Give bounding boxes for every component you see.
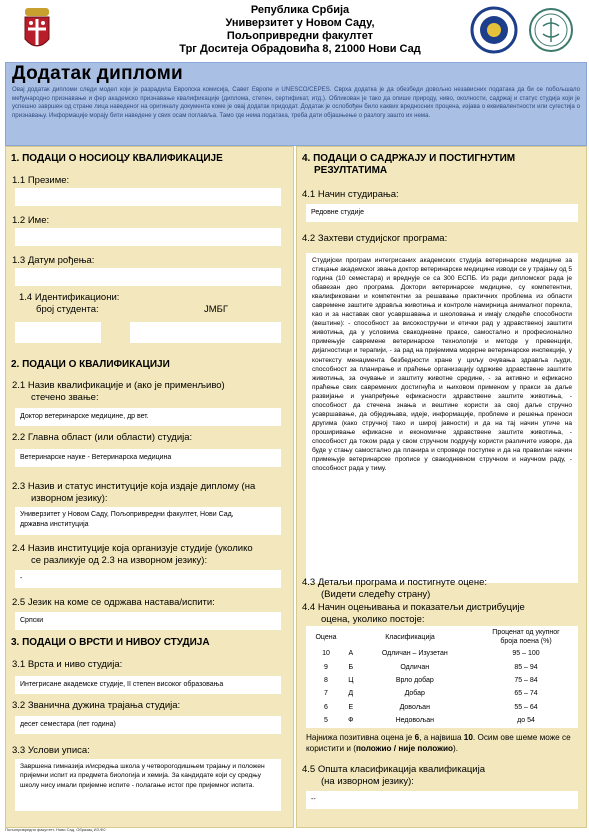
study-mode-label: 4.1 Начин студирања:	[302, 189, 399, 200]
classification-column-header: Класификација	[385, 633, 435, 641]
grading-label: 4.4 Начин оцењивања и показатељи дистрибуције	[302, 602, 525, 613]
grade-classification: Одличан – Изузетан	[381, 650, 448, 658]
grade-value: 9	[324, 663, 328, 671]
grade-row	[306, 661, 578, 674]
intro-paragraph: Овај додатак дипломи следи модел који је разрадила Европска комисија, Савет Европе и UNESCO/CEPES. Сврха додатка је да обезбеди довољно независних података да би се побољшало међународно признавање и фер академско признавање квалификације (диплома, степен, сертификат, итд.). Обликован је тако да опише природу, ниво, околности, садржај и статус студија који је успешно завршен од стране лица наведеног на оригиналу документа коме је овај додатак придодат. Додатак је ослобођен било каквих вредносних процена, изјава о еквивалентности или сугестија о признавању. Информације морају бити наведене у свих осам поглавља. Тамо где нема података, треба дати објашњење о разлогу зашто их нема.	[12, 86, 580, 119]
issuing-institution-value	[15, 507, 281, 535]
organizing-institution-value: -	[15, 570, 281, 588]
issuing-institution-label: 2.3 Назив и статус институције која издаје диплому (на	[12, 481, 256, 492]
overall-classification-label: 4.5 Општа класификација квалификација	[302, 764, 486, 775]
overall-classification-label-2: (на изворном језику):	[321, 776, 414, 787]
grade-classification: Добар	[404, 690, 425, 698]
section-2-heading: 2. ПОДАЦИ О КВАЛИФИКАЦИЈИ	[11, 359, 170, 370]
grade-letter: Ф	[348, 717, 354, 725]
identification-label: 1.4 Идентификациони:	[19, 292, 120, 303]
birthdate-field[interactable]	[15, 268, 281, 286]
grade-value: 5	[324, 717, 328, 725]
heading-country: Република Србија	[250, 4, 350, 16]
program-details-label: 4.3 Детаљи програма и постигнуте оцене:	[302, 577, 488, 588]
grade-percentage: 75 – 84	[514, 677, 538, 685]
issuing-institution-line-1: Универзитет у Новом Саду, Пољопривредни факултет, Нови Сад,	[20, 511, 234, 518]
section-3-heading: 3. ПОДАЦИ О ВРСТИ И НИВОУ СТУДИЈА	[11, 637, 210, 648]
note-part-3: . Осим ове шеме може се користити и (	[306, 733, 571, 753]
name-label: 1.2 Име:	[12, 215, 50, 226]
overall-classification-value: --	[306, 791, 578, 809]
study-type-value: Интегрисане академске студије, II степен високог образовања	[15, 676, 281, 694]
qualification-name-label: 2.1 Назив квалификације и (ако је применљиво)	[12, 380, 225, 391]
grade-percentage: до 54	[517, 717, 535, 725]
grade-value: 6	[324, 703, 328, 711]
program-requirements-label: 4.2 Захтеви студијског програма:	[302, 233, 448, 244]
grade-value: 8	[324, 677, 328, 685]
study-duration-label: 3.2 Званична дужина трајања студија:	[12, 700, 181, 711]
grade-letter: Ц	[348, 677, 354, 685]
heading-faculty: Пољопривредни факултет	[226, 30, 374, 42]
percentage-header-line-1: Проценат од укупног	[492, 629, 560, 636]
note-part-2: , а највиша	[419, 733, 464, 742]
grade-percentage: 95 – 100	[512, 650, 540, 658]
grade-percentage: 85 – 94	[514, 663, 538, 671]
admission-label: 3.3 Услови уписа:	[12, 745, 90, 756]
grade-row	[306, 675, 578, 688]
student-number-label: број студента:	[36, 304, 99, 315]
issuing-institution-label-2: изворном језику):	[31, 493, 108, 504]
note-pass-fail: положио / није положио	[355, 744, 453, 753]
grade-row	[306, 715, 578, 728]
institution-heading	[150, 4, 450, 56]
surname-label: 1.1 Презиме:	[12, 175, 70, 186]
grade-column-header: Оцена	[315, 633, 337, 641]
grade-percentage: 55 – 64	[514, 703, 538, 711]
study-type-label: 3.1 Врста и ниво студија:	[12, 659, 123, 670]
grade-letter: Б	[348, 663, 354, 671]
language-value: Српски	[15, 612, 281, 630]
grade-letter: Д	[348, 690, 354, 698]
main-field-label: 2.2 Главна област (или области) студија:	[12, 432, 193, 443]
grade-classification: Недовољан	[395, 717, 434, 725]
serbia-coat-of-arms-icon	[22, 5, 52, 55]
section-4-heading: 4. ПОДАЦИ О САДРЖАЈУ И ПОСТИГНУТИМ	[302, 153, 516, 164]
name-field[interactable]	[15, 228, 281, 246]
qualification-title-label: стечено звање:	[31, 392, 99, 403]
program-requirements-value: Студијски програм интегрисаних академских студија ветеринарске медицине за стицање академског звања доктор ветеринарске медицине изводи се у трајању од 5 година (10 семестара) и вреднује се са 300 ЕСПБ. Из ради дипломског рада је обавезан део програма. Доктори ветеринарске медицине, су компетентни, квалификовани и компетентни за решавање практичних проблема из области савремене заштите здравља животиња и контроле намирница анималног порекла, као и за наставак свог усавршавања и школовања и имају следеће способности (вештине): - способност за високостручни и етички рад у здравственој заштити животиња, да у условима свакодневне праксе, самостално и професионално примењује савремене ветеринарске технологије и методе у превенцији, дијагностици и терапији, - за рад на пријемима модерне ветеринарске инспекције, у контексту менаџмента безбедности хране у циљу очувања здравља људи, способност за планирање и праћење организацију одрживе здравствене заштите животиња, за очување и заштиту животне средине, - за активно и ефикасно праћење свих савремених достигнућа и њиховом применом у пракси за даље развијање и унапређење ефикасности здравствене заштите животиња, - способност да стечена знања и вештине користи за свој даље стручно усавршавање, да обједињава, идеје, информације, проблеме и решења преноси другима (како стручној тако и широј јавности) и да на тај начин утиче на проширивање ефикасне и економичне здравствене заштите животиња, - способност да током рада у свом стручном подручју користи различите изворе, да буде у стању самостално да планира и спроведе поступке и да на правилан начин примењује ветеринарске прописе у свакодневном стручном и научном раду, - способност рада у тиму.	[306, 253, 578, 583]
organizing-institution-label: 2.4 Назив институције која организује студије (уколико	[12, 543, 253, 554]
left-column	[5, 146, 294, 828]
study-duration-value: десет семестара (пет година)	[15, 716, 281, 734]
jmbg-label: ЈМБГ	[204, 304, 229, 315]
note-part-4: ).	[453, 744, 459, 753]
grade-letter: Е	[348, 703, 354, 711]
program-details-note: (Видети следећу страну)	[321, 589, 431, 600]
jmbg-field[interactable]	[130, 322, 281, 343]
note-max-grade: 10	[463, 733, 473, 742]
qualification-name-value: Доктор ветеринарске медицине, др вет.	[15, 408, 281, 426]
heading-university: Универзитет у Новом Саду,	[225, 17, 375, 29]
percentage-column-header	[474, 626, 578, 648]
grade-value: 7	[324, 690, 328, 698]
section-4-heading-2: РЕЗУЛТАТИМА	[314, 165, 388, 176]
grading-note	[306, 732, 578, 754]
grade-classification: Довољан	[399, 703, 430, 711]
grading-table	[306, 626, 578, 728]
organizing-institution-label-2: се разликује од 2.3 на изворном језику):	[31, 555, 208, 566]
grade-row	[306, 648, 578, 661]
grade-classification: Одличан	[400, 663, 430, 671]
main-field-value: Ветеринарске науке - Ветеринарска медицина	[15, 449, 281, 467]
grade-classification: Врло добар	[395, 677, 434, 685]
issuing-institution-line-2: државна институција	[20, 520, 89, 528]
study-mode-value: Редовне студије	[306, 204, 578, 222]
university-logo-icon	[468, 5, 520, 55]
heading-address: Трг Доситеја Обрадовића 8, 21000 Нови Сад	[179, 43, 421, 55]
section-1-heading: 1. ПОДАЦИ О НОСИОЦУ КВАЛИФИКАЦИЈЕ	[11, 153, 223, 164]
title-banner	[5, 62, 587, 146]
student-number-field[interactable]	[15, 322, 101, 343]
page-footer: Пољопривредни факултет, Нови Сад, Образац ИЗ-Ф0	[5, 827, 106, 832]
right-column	[296, 146, 587, 828]
grade-percentage: 65 – 74	[514, 690, 538, 698]
grade-row	[306, 688, 578, 701]
admission-value: Завршена гимназија и/исредња школа у четворогодишњем трајању и положен пријемни испит из предмета биологија и хемија. За кандидате који су средњу школу нису имали пријемне испите - полагање истог пре пријемног испита.	[15, 759, 281, 811]
surname-field[interactable]	[15, 188, 281, 206]
grade-value: 10	[322, 650, 330, 658]
faculty-logo-icon	[527, 6, 575, 54]
note-min-grade: 6	[414, 733, 420, 742]
language-label: 2.5 Језик на коме се одржава настава/испити:	[12, 597, 215, 608]
page-title: Додатак дипломи	[12, 63, 184, 84]
grading-label-2: оцена, уколико постоје:	[321, 614, 425, 625]
note-part-1: Најнижа позитивна оцена је	[306, 733, 415, 742]
grading-table-header	[306, 626, 578, 648]
page-header	[0, 0, 589, 62]
grade-letter: А	[348, 650, 354, 658]
birthdate-label: 1.3 Датум рођења:	[12, 255, 95, 266]
grade-row	[306, 701, 578, 714]
percentage-header-line-2: броја поена (%)	[500, 638, 552, 645]
